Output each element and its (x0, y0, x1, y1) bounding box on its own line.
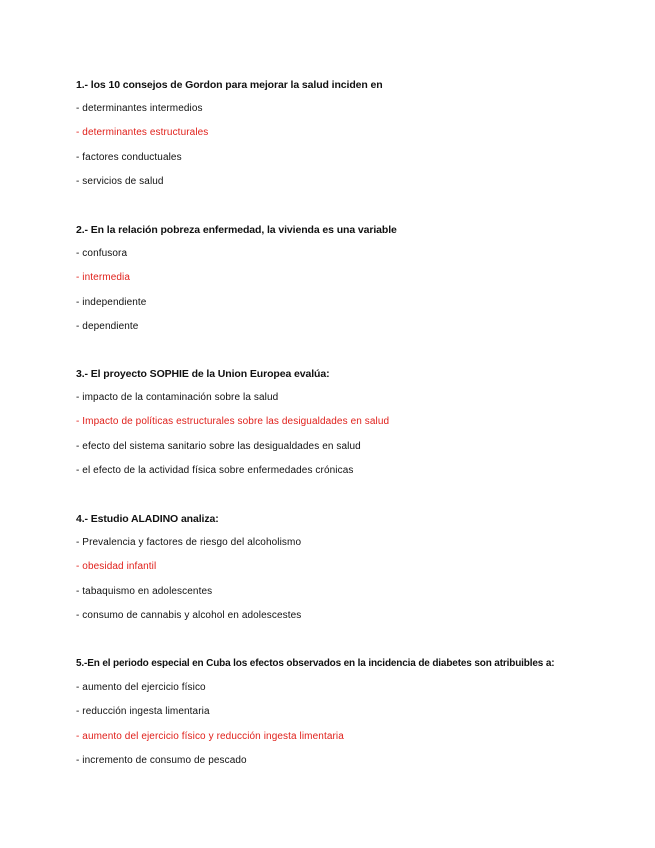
question-title: 1.- los 10 consejos de Gordon para mejorar la salud inciden en (76, 79, 383, 91)
question-2 (76, 224, 397, 333)
question-4 (76, 513, 301, 622)
answer-option-correct: - determinantes estructurales (76, 127, 209, 139)
answer-option: - impacto de la contaminación sobre la salud (76, 392, 279, 404)
question-title: 4.- Estudio ALADINO analiza: (76, 513, 219, 525)
answer-option: - el efecto de la actividad física sobre enfermedades crónicas (76, 464, 354, 476)
question-3 (76, 368, 389, 477)
answer-option: - tabaquismo en adolescentes (76, 585, 213, 597)
question-title: 2.- En la relación pobreza enfermedad, la vivienda es una variable (76, 224, 397, 236)
answer-option: - confusora (76, 248, 128, 260)
answer-option: - independiente (76, 296, 147, 308)
answer-option: - factores conductuales (76, 151, 182, 163)
question-title: 5.-En el periodo especial en Cuba los efectos observados en la incidencia de diabetes son atribuibles a: (76, 658, 555, 669)
question-title: 3.- El proyecto SOPHIE de la Union Europea evalúa: (76, 368, 330, 380)
answer-option: - aumento del ejercicio físico (76, 682, 206, 694)
answer-option: - Prevalencia y factores de riesgo del alcoholismo (76, 537, 302, 549)
answer-option-correct: - obesidad infantil (76, 561, 157, 573)
answer-option: - efecto del sistema sanitario sobre las desigualdades en salud (76, 440, 361, 452)
question-5 (76, 658, 554, 767)
question-1 (76, 79, 383, 188)
answer-option-correct: - Impacto de políticas estructurales sobre las desigualdades en salud (76, 416, 390, 428)
answer-option: - consumo de cannabis y alcohol en adolescestes (76, 609, 302, 621)
answer-option: - reducción ingesta limentaria (76, 706, 210, 718)
answer-option-correct: - aumento del ejercicio físico y reducción ingesta limentaria (76, 730, 344, 742)
answer-option: - dependiente (76, 320, 139, 332)
answer-option-correct: - intermedia (76, 272, 130, 284)
answer-option: - incremento de consumo de pescado (76, 754, 247, 766)
answer-option: - determinantes intermedios (76, 103, 203, 115)
answer-option: - servicios de salud (76, 175, 164, 187)
